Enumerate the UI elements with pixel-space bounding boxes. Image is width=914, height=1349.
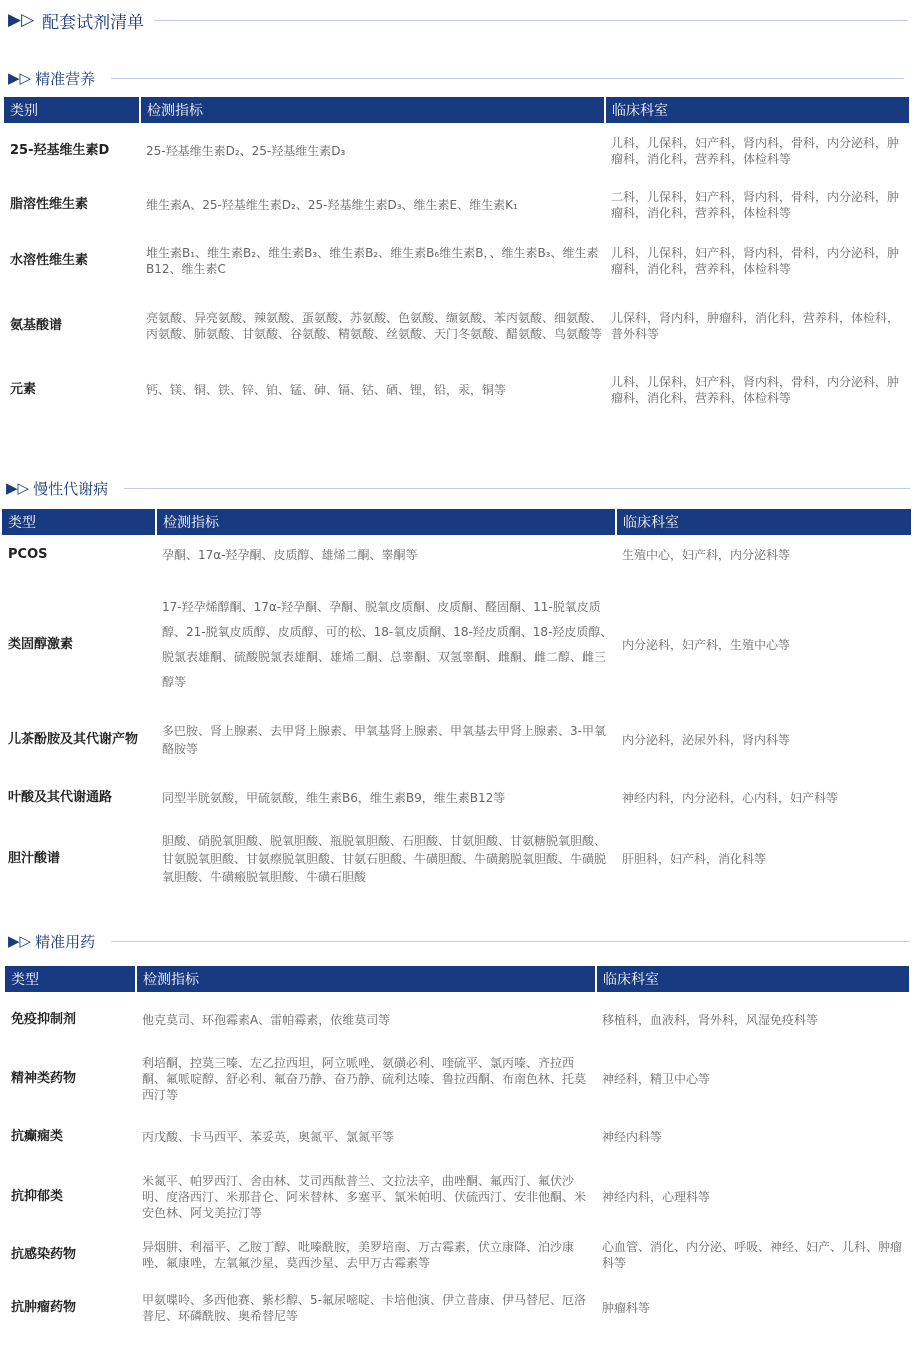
section-title: 慢性代谢病 <box>33 479 109 498</box>
section-header-medication <box>8 930 910 952</box>
play-arrows-icon: ▶▷ <box>8 932 32 950</box>
department-cell: 生殖中心，妇产科，内分泌科等 <box>622 548 791 562</box>
department-cell: 肝胆科，妇产科，消化科等 <box>622 852 767 866</box>
department-cell: 二科，儿保科，妇产科，肾内科，骨科，内分泌科，肿瘤科，消化科，营养科，体检科等 <box>611 190 900 220</box>
department-cell: 心血管、消化、内分泌、呼吸、神经、妇产、儿科、肿瘤科等 <box>602 1240 903 1270</box>
indicator-cell: 钙、镁、铜、铁、锌、铂、锰、砷、镉、钴、硒、锂，铅，汞，铜等 <box>146 383 507 397</box>
indicator-cell: 他克莫司、环孢霉素A、雷帕霉素，依维莫司等 <box>142 1013 391 1027</box>
category-cell: 免疫抑制剂 <box>11 1012 77 1027</box>
table-header-row <box>4 97 909 123</box>
column-header: 检测指标 <box>140 97 605 123</box>
department-cell: 肿瘤科等 <box>602 1301 651 1315</box>
column-header: 类型 <box>2 509 156 535</box>
play-arrows-icon: ▶▷ <box>8 69 32 87</box>
category-cell: 氨基酸谱 <box>10 318 63 333</box>
table-row <box>5 1230 909 1280</box>
indicator-cell: 17-羟孕烯醇酮、17α-羟孕酮、孕酮、脱氧皮质酮、皮质酮、醛固酮、11-脱氧皮质醇、21-脱氧皮质醇、皮质醇、可的松、18-氧皮质酮、18-羟皮质酮、18-羟皮质醇、脱氯表雄酮、硫酸脱氯表雄酮、雄烯二酮、总睾酮、双氢睾酮、雌酮、雌二醇、雌三醇等 <box>162 600 613 689</box>
indicator-cell: 亮氨酸、异亮氨酸、辣氨酸、蛋氨酸、苏氨酸、色氨酸、缬氨酸、苯丙氨酸、细氨酸、丙氨酸、肺氨酸、甘氨酸、谷氨酸、精氨酸、丝氨酸、天门冬氨酸、醋氨酸、鸟氨酸等 <box>146 311 603 341</box>
category-cell: 抗抑郁类 <box>11 1189 64 1204</box>
medication-table <box>5 966 909 1336</box>
department-cell: 儿科，儿保科，妇产科，肾内科，骨科，内分泌科，肿瘤科，消化科，营养科，体检科等 <box>611 136 900 166</box>
category-cell: 脂溶性维生素 <box>10 197 89 212</box>
section-divider <box>124 488 910 489</box>
category-cell: 儿茶酚胺及其代谢产物 <box>8 732 139 747</box>
section-header-metabolic <box>6 477 910 499</box>
category-cell: 元素 <box>10 382 37 397</box>
department-cell: 儿保科，肾内科，肿瘤科，消化科，营养科，体检科，普外科等 <box>611 311 900 341</box>
table-header-row <box>5 966 909 992</box>
indicator-cell: 维生素A、25-羟基维生素D₂、25-羟基维生素D₃、维生素E、维生素K₁ <box>146 198 518 212</box>
play-arrows-icon: ▶▷ <box>8 10 35 30</box>
department-cell: 内分泌科，泌尿外科，肾内科等 <box>622 733 791 747</box>
table-row <box>5 1164 909 1230</box>
department-cell: 神经内科，内分泌科，心内科，妇产科等 <box>622 791 839 805</box>
indicator-cell: 同型半胱氨酸，甲硫氨酸，维生素B6，维生素B9，维生素B12等 <box>162 791 506 805</box>
category-cell: PCOS <box>8 547 48 562</box>
column-header: 临床科室 <box>616 509 911 535</box>
section-header-nutrition <box>8 67 904 89</box>
indicator-cell: 胆酸、硝脱氧胆酸、脱氧胆酸、瓶脱氧胆酸、石胆酸、甘氨胆酸、甘氨糖脱氧胆酸、甘氨脱氧胆酸、甘氨瘵脱氧胆酸、甘氨石胆酸、牛磺胆酸、牛磺鹅脱氧胆酸、牛磺脱氧胆酸、牛磺瘢脱氧胆酸、牛磺石胆酸 <box>162 834 607 884</box>
category-cell: 叶酸及其代谢通路 <box>8 790 113 805</box>
department-cell: 神经内科，心理科等 <box>602 1190 711 1204</box>
column-header: 类别 <box>4 97 140 123</box>
column-header: 类型 <box>5 966 136 992</box>
section-divider <box>111 78 904 79</box>
metabolic-table <box>2 509 911 887</box>
table-row <box>2 831 911 887</box>
indicator-cell: 25-羟基维生素D₂、25-羟基维生素D₃ <box>146 144 346 158</box>
section-title: 精准用药 <box>35 932 96 951</box>
table-row <box>5 1048 909 1110</box>
table-row <box>4 291 909 361</box>
indicator-cell: 堆生素B₁、维生素B₂、维生素B₃、维生素B₂、维生素B₆维生素B，、维生素B₃、维生素B12、维生素C <box>146 246 599 276</box>
indicator-cell: 甲氨喋呤、多西他赛、紫杉醇、5-氟尿嘧啶、卡培他演、伊立普康、伊马替尼、厄洛普尼、环磷酰胺、奥希替尼等 <box>142 1293 586 1323</box>
play-arrows-icon: ▶▷ <box>6 479 30 497</box>
department-cell: 神经内科等 <box>602 1130 663 1144</box>
indicator-cell: 利培酮，控莫三嗪、左乙拉西坦，阿立哌唑、氨磺必利、喹硫平、氯丙嗪、齐拉西酮、氟哌啶醇、舒必利、氟奋乃静、奋乃静、硫利达嗪、鲁拉西酮、布南色林、托莫西汀等 <box>142 1056 587 1102</box>
table-row <box>4 361 909 419</box>
category-cell: 精神类药物 <box>11 1071 77 1086</box>
table-row <box>2 715 911 765</box>
category-cell: 类固醇激素 <box>8 637 74 652</box>
category-cell: 水溶性维生素 <box>10 253 89 268</box>
column-header: 检测指标 <box>136 966 596 992</box>
category-cell: 抗肿瘤药物 <box>11 1300 77 1315</box>
indicator-cell: 丙戊酸、卡马西平、苯妥英，奥氮平、氯氮平等 <box>142 1130 395 1144</box>
column-header: 临床科室 <box>605 97 909 123</box>
section-title: 精准营养 <box>35 69 96 88</box>
column-header: 临床科室 <box>596 966 909 992</box>
table-row <box>5 1110 909 1164</box>
section-divider <box>111 941 910 942</box>
header-divider <box>154 20 908 21</box>
department-cell: 内分泌科，妇产科，生殖中心等 <box>622 638 791 652</box>
category-cell: 抗感染药物 <box>11 1247 77 1262</box>
table-row <box>2 765 911 831</box>
table-row <box>4 123 909 179</box>
department-cell: 移植科，血液科，肾外科，风湿免疫科等 <box>602 1013 819 1027</box>
department-cell: 儿科，儿保科，妇产科，肾内科，骨科，内分泌科，肿瘤科，消化科，营养科，体检科等 <box>611 246 900 276</box>
table-row <box>4 179 909 231</box>
page-header <box>8 8 908 32</box>
table-row <box>5 1280 909 1336</box>
department-cell: 儿科，儿保科，妇产科，肾内科，骨科，内分泌科，肿瘤科，消化科，营养科，体检科等 <box>611 375 900 405</box>
column-header: 检测指标 <box>156 509 616 535</box>
indicator-cell: 多巴胺、肾上腺素、去甲肾上腺素、甲氧基肾上腺素、甲氧基去甲肾上腺素、3-甲氧酪胺等 <box>162 724 606 756</box>
nutrition-table <box>4 97 909 419</box>
table-row <box>2 535 911 575</box>
table-row <box>5 992 909 1048</box>
category-cell: 25-羟基维生素D <box>10 143 110 158</box>
table-header-row <box>2 509 911 535</box>
indicator-cell: 孕酮、17α-羟孕酮、皮质醇、雄烯二酮、睾酮等 <box>162 548 418 562</box>
indicator-cell: 异烟肼、利福平、乙胺丁醇、吡嗪酰胺，美罗培南、万古霉素，伏立康降、泊沙康唑、氟康唑，左氧氟沙星、莫西沙星、去甲万古霉素等 <box>142 1240 575 1270</box>
page-title: 配套试剂清单 <box>42 12 145 33</box>
table-row <box>4 231 909 291</box>
category-cell: 抗癫痫类 <box>11 1129 64 1144</box>
category-cell: 胆汁酸谱 <box>8 851 61 866</box>
table-row <box>2 575 911 715</box>
indicator-cell: 米氮平、帕罗西汀、舍由林、艾司西酞普兰、文拉法辛，曲唑酮、氟西汀、氟伏沙明、度洛西汀、米那昔仑、阿米替林、多塞平、氯米帕明、伏硫西汀、安非他酮、米安色林、阿戈美拉汀等 <box>142 1174 587 1220</box>
department-cell: 神经科，精卫中心等 <box>602 1072 711 1086</box>
